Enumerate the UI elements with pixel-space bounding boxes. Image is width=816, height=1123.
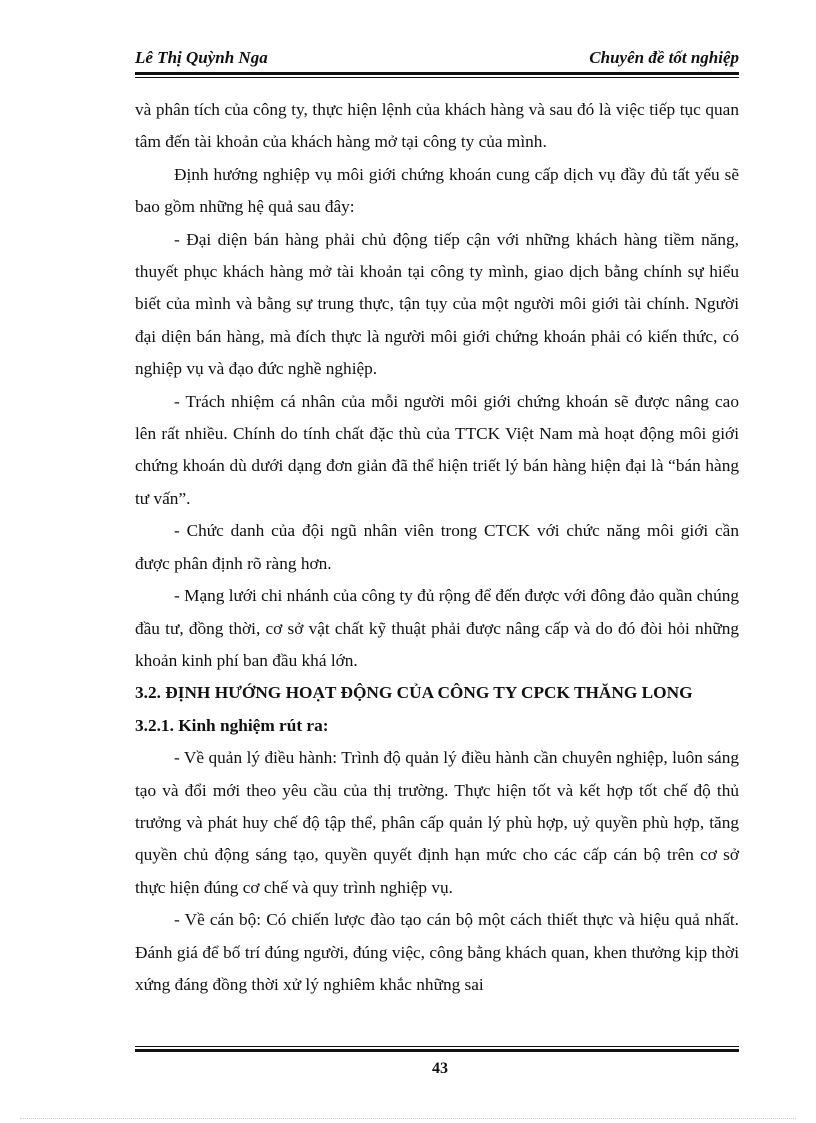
footer-rule-thin	[135, 1046, 739, 1047]
paragraph-bullet: - Mạng lưới chi nhánh của công ty đủ rộng để đến được với đông đảo quần chúng đầu tư, đồng thời, cơ sở vật chất kỹ thuật phải được nâng cấp và do đó đòi hỏi những khoản kinh phí ban đầu khá lớn.	[135, 586, 739, 670]
page-header	[135, 48, 739, 72]
section-heading: 3.2. ĐỊNH HƯỚNG HOẠT ĐỘNG CỦA CÔNG TY CPCK THĂNG LONG	[135, 683, 693, 703]
paragraph: Định hướng nghiệp vụ môi giới chứng khoán cung cấp dịch vụ đầy đủ tất yếu sẽ bao gồm những hệ quả sau đây:	[135, 164, 739, 217]
header-rule-thin	[135, 77, 739, 78]
paragraph-bullet: - Đại diện bán hàng phải chủ động tiếp cận với những khách hàng tiềm năng, thuyết phục khách hàng mở tài khoản tại công ty mình, giao dịch bằng chính sự hiểu biết của mình và bằng sự trung thực, tận tụy của một người môi giới tài chính. Người đại diện bán hàng, mà đích thực là người môi giới chứng khoán phải có kiến thức, có nghiệp vụ và đạo đức nghề nghiệp.	[135, 229, 739, 379]
paragraph-continuation: và phân tích của công ty, thực hiện lệnh của khách hàng và sau đó là việc tiếp tục quan tâm đến tài khoản của khách hàng mở tại công ty của mình.	[135, 100, 739, 152]
page-edge-divider	[20, 1118, 796, 1119]
page-number: 43	[432, 1060, 448, 1077]
header-rule-thick	[135, 72, 739, 75]
paragraph-bullet: - Chức danh của đội ngũ nhân viên trong CTCK với chức năng môi giới cần được phân định rõ ràng hơn.	[135, 521, 739, 573]
header-author: Lê Thị Quỳnh Nga	[135, 48, 268, 67]
header-title: Chuyên đề tốt nghiệp	[589, 48, 739, 67]
document-body	[135, 94, 739, 1001]
paragraph-bullet: - Trách nhiệm cá nhân của mỗi người môi giới chứng khoán sẽ được nâng cao lên rất nhiều. Chính do tính chất đặc thù của TTCK Việt Nam mà hoạt động môi giới chứng khoán dù dưới dạng đơn giản đã thể hiện triết lý bán hàng hiện đại là “bán hàng tư vấn”.	[135, 391, 739, 508]
paragraph-bullet: - Về quản lý điều hành: Trình độ quản lý điều hành cần chuyên nghiệp, luôn sáng tạo và đổi mới theo yêu cầu của thị trường. Thực hiện tốt và kết hợp tốt chế độ thủ trưởng và phát huy chế độ tập thể, phân cấp quản lý phù hợp, uỷ quyền phù hợp, tăng quyền chủ động sáng tạo, quyền quyết định hạn mức cho các cấp cán bộ trên cơ sở thực hiện đúng cơ chế và quy trình nghiệp vụ.	[135, 748, 739, 897]
subsection-heading: 3.2.1. Kinh nghiệm rút ra:	[135, 715, 329, 735]
footer-rule-thick	[135, 1049, 739, 1052]
paragraph-bullet: - Về cán bộ: Có chiến lược đào tạo cán bộ một cách thiết thực và hiệu quả nhất. Đánh giá để bố trí đúng người, đúng việc, công bằng khách quan, khen thưởng kịp thời xứng đáng đồng thời xử lý nghiêm khắc những sai	[135, 910, 739, 994]
